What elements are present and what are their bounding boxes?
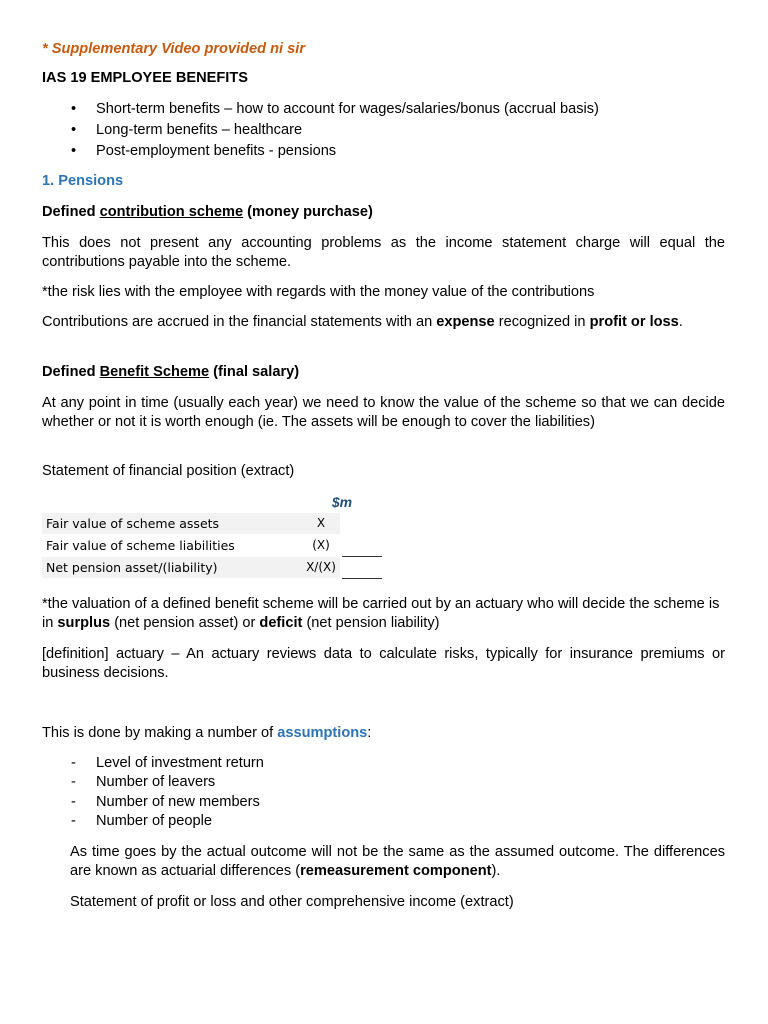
bullet-icon: • bbox=[71, 122, 77, 138]
list-item: • Post-employment benefits - pensions bbox=[42, 141, 725, 162]
dc-scheme-title: Defined contribution scheme (money purchase) bbox=[42, 204, 373, 220]
dc-risk-note: *the risk lies with the employee with regards with the money value of the contributions bbox=[42, 284, 595, 300]
dash-icon: - bbox=[71, 774, 76, 791]
dash-icon: - bbox=[71, 755, 76, 771]
benefits-list bbox=[42, 99, 725, 162]
list-item: - Number of people bbox=[42, 812, 725, 831]
list-item: • Short-term benefits – how to account for wages/salaries/bonus (accrual basis) bbox=[42, 99, 725, 120]
table-row: Fair value of scheme liabilities (X) bbox=[46, 538, 330, 553]
db-paragraph-1: At any point in time (usually each year) we need to know the value of the scheme so that we can decide whether or not it is worth enough (ie. The assets will be enough to cover the liabilities) bbox=[42, 395, 725, 430]
actuary-definition: [definition] actuary – An actuary reviews data to calculate risks, typically for insurance premiums or business decisions. bbox=[42, 646, 725, 681]
table-row: Net pension asset/(liability) X/(X) bbox=[42, 557, 340, 578]
db-scheme-title: Defined Benefit Scheme (final salary) bbox=[42, 364, 300, 380]
bullet-icon: • bbox=[71, 143, 77, 159]
unit-header: $m bbox=[331, 494, 353, 510]
assumptions-list bbox=[42, 754, 725, 831]
list-item: - Number of leavers bbox=[42, 773, 725, 792]
dash-icon: - bbox=[71, 793, 76, 810]
actuarial-differences-paragraph: As time goes by the actual outcome will not be the same as the assumed outcome. The differences are known as actuarial differences (remeasurement component). bbox=[70, 844, 725, 879]
sofp-caption: Statement of financial position (extract) bbox=[42, 463, 295, 479]
supplementary-note: * Supplementary Video provided ni sir bbox=[42, 41, 306, 57]
table-rule bbox=[342, 578, 382, 579]
table-rule bbox=[342, 556, 382, 557]
dc-paragraph-3: Contributions are accrued in the financial statements with an expense recognized in profit or loss. bbox=[42, 314, 683, 330]
bullet-icon: • bbox=[71, 101, 77, 117]
list-item: - Level of investment return bbox=[42, 754, 725, 773]
table-row: Fair value of scheme assets X bbox=[42, 513, 340, 534]
oci-caption: Statement of profit or loss and other comprehensive income (extract) bbox=[70, 894, 514, 910]
dash-icon: - bbox=[71, 812, 76, 829]
sofp-table bbox=[42, 492, 353, 580]
assumptions-intro: This is done by making a number of assumptions: bbox=[42, 725, 372, 741]
valuation-paragraph: *the valuation of a defined benefit scheme will be carried out by an actuary who will decide the scheme is in surplus (net pension asset) or deficit (net pension liability) bbox=[42, 596, 720, 631]
dc-paragraph-1: This does not present any accounting problems as the income statement charge will equal the contributions payable into the scheme. bbox=[42, 235, 725, 270]
list-item: - Number of new members bbox=[42, 793, 725, 812]
section-heading-pensions: 1. Pensions bbox=[42, 173, 124, 189]
list-item: • Long-term benefits – healthcare bbox=[42, 120, 725, 141]
document-heading: IAS 19 EMPLOYEE BENEFITS bbox=[42, 70, 248, 86]
